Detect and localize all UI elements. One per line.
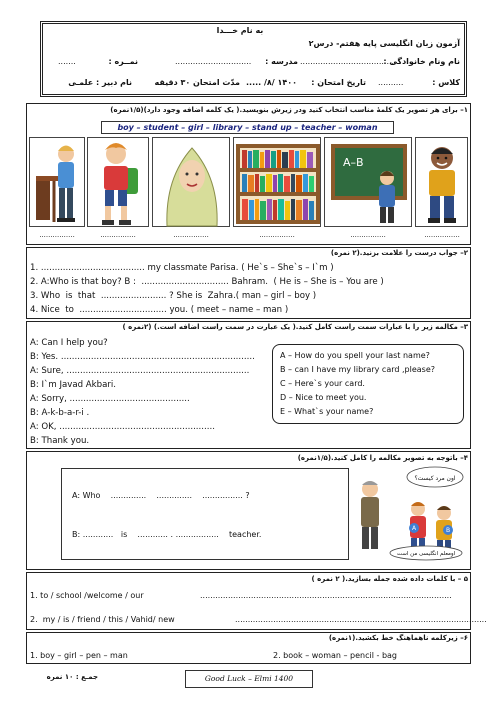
option-d: D – Nice to meet you.: [280, 393, 367, 402]
question-3-instruction: ۳– مکالمه زیر را با عبارات سمت راست کامل کنید.( یک عبارت در سمت راست اضافه است.) (۲نمره ): [122, 323, 468, 331]
answer-blank-1[interactable]: ................: [39, 231, 75, 239]
q4-line-b: B: ............ is ............ . ................. teacher.: [72, 530, 262, 539]
school-label: مدرسه :: [265, 57, 298, 66]
badge-b-text: B: [445, 527, 451, 534]
answer-blank-2[interactable]: ................: [100, 231, 136, 239]
question-2-instruction: ۲– جواب درست را علامت بزنید.(۲ نمره): [330, 249, 468, 257]
q5-answer-1[interactable]: ...................................................................................................: [200, 591, 452, 600]
total-score: جمـع : ۱۰ نمره: [46, 673, 98, 681]
q2-line-2: 2. A:Who is that boy? B : ................................ Bahram. ( He is – She is – You are ): [30, 277, 384, 287]
picture-library: [233, 137, 321, 227]
option-b: B – can I have my library card ,please?: [280, 365, 435, 374]
q4-picture: [350, 465, 468, 565]
question-5-instruction: ۵ – با کلمات داده شده جمله بسازید.( ۲ نمره ): [311, 575, 468, 583]
dialogue-line-7: A: OK, .........................................................: [30, 422, 215, 432]
q2-line-3: 3. Who is that ........................ ? She is Zahra.( man – girl – boy ): [30, 291, 317, 301]
word-bank: boy – student – girl – library – stand up – teacher – woman: [101, 121, 394, 134]
q5-answer-2[interactable]: ...................................................................................................: [235, 615, 487, 624]
q5-item-2: 2. my / is / friend / this / Vahid/ new: [30, 615, 175, 624]
dialogue-line-6: B: A-k-b-a-r-i .: [30, 408, 90, 418]
q4-dialogue-box: [61, 468, 349, 560]
q2-line-4: 4. Nice to ................................ you. ( meet – name – man ): [30, 305, 289, 315]
date-field[interactable]: ..... /۸/ ۱۴۰۰: [246, 78, 298, 87]
class-label: کلاس :: [432, 78, 460, 87]
score-field[interactable]: .......: [58, 57, 76, 66]
answer-blank-6[interactable]: ................: [424, 231, 460, 239]
answer-blank-5[interactable]: ................: [350, 231, 386, 239]
name-field[interactable]: ......................................: [300, 57, 397, 66]
picture-teacher: [324, 137, 412, 227]
picture-woman: [152, 137, 230, 227]
picture-boy: [415, 137, 468, 227]
picture-student: [87, 137, 149, 227]
question-6-instruction: ۶– زیرکلمه ناهماهنگ خط بکشید.(۱نمره): [328, 634, 468, 642]
dialogue-line-8: B: Thank you.: [30, 436, 90, 446]
dialogue-line-3: A: Sure, ...................................................................: [30, 366, 250, 376]
dialogue-line-1: A: Can I help you?: [30, 338, 108, 348]
exam-title: آزمون زبان انگلیسی پایه هفتم- درس۲: [308, 39, 460, 48]
exam-duration: مدّت امتحان ۳۰ دقیقه: [154, 78, 240, 87]
q5-item-1: 1. to / school /welcome / our: [30, 591, 144, 600]
dialogue-line-4: B: I`m Javad Akbari.: [30, 380, 117, 390]
option-c: C – Here`s your card.: [280, 379, 365, 388]
q2-line-1: 1. ...................................... my classmate Parisa. ( He`s – She`s – I`m ): [30, 263, 334, 273]
question-1-instruction: ۱– برای هر تصویر یک کلمهٔ مناسب انتخاب کنید ودر زیرش بنویسید.( یک کلمه اضافه وجود دارد)(۱/۵نمره): [110, 106, 468, 114]
dialogue-line-5: A: Sorry, ............................................: [30, 394, 190, 404]
good-luck-box: Good Luck – Elmi 1400: [185, 670, 313, 688]
score-label: نمــره :: [108, 57, 138, 66]
speech-bubble-top: اون مرد کیست؟: [414, 475, 456, 482]
name-label: نام ونام خانوادگی :: [383, 57, 460, 66]
school-field[interactable]: ..............................: [175, 57, 252, 66]
q4-line-a: A: Who .............. .............. ................ ?: [72, 491, 250, 500]
dialogue-line-2: B: Yes. .......................................................................: [30, 352, 255, 362]
option-a: A – How do you spell your last name?: [280, 351, 430, 360]
class-field[interactable]: ..........: [378, 78, 404, 87]
speech-bubble-bottom: اومعلم انگلیسی من است: [396, 551, 456, 557]
answer-blank-3[interactable]: ................: [173, 231, 209, 239]
option-e: E – What`s your name?: [280, 407, 374, 416]
q6-item-1: 1. boy – girl – pen – man: [30, 651, 128, 660]
blackboard-text: A–B: [343, 156, 364, 169]
question-4-instruction: ۴– باتوجه به تصویر مکالمه را کامل کنید.(۱/۵نمره): [297, 454, 468, 462]
badge-a-text: A: [411, 525, 417, 532]
date-label: تاریخ امتحان :: [311, 78, 366, 87]
answer-blank-4[interactable]: ................: [259, 231, 295, 239]
q6-item-2: 2. book – woman – pencil - bag: [273, 651, 397, 660]
picture-stand-up: [29, 137, 85, 227]
basmala: به نام خـــدا: [216, 26, 264, 35]
teacher-name: نام دبیر : علمـی: [68, 78, 132, 87]
